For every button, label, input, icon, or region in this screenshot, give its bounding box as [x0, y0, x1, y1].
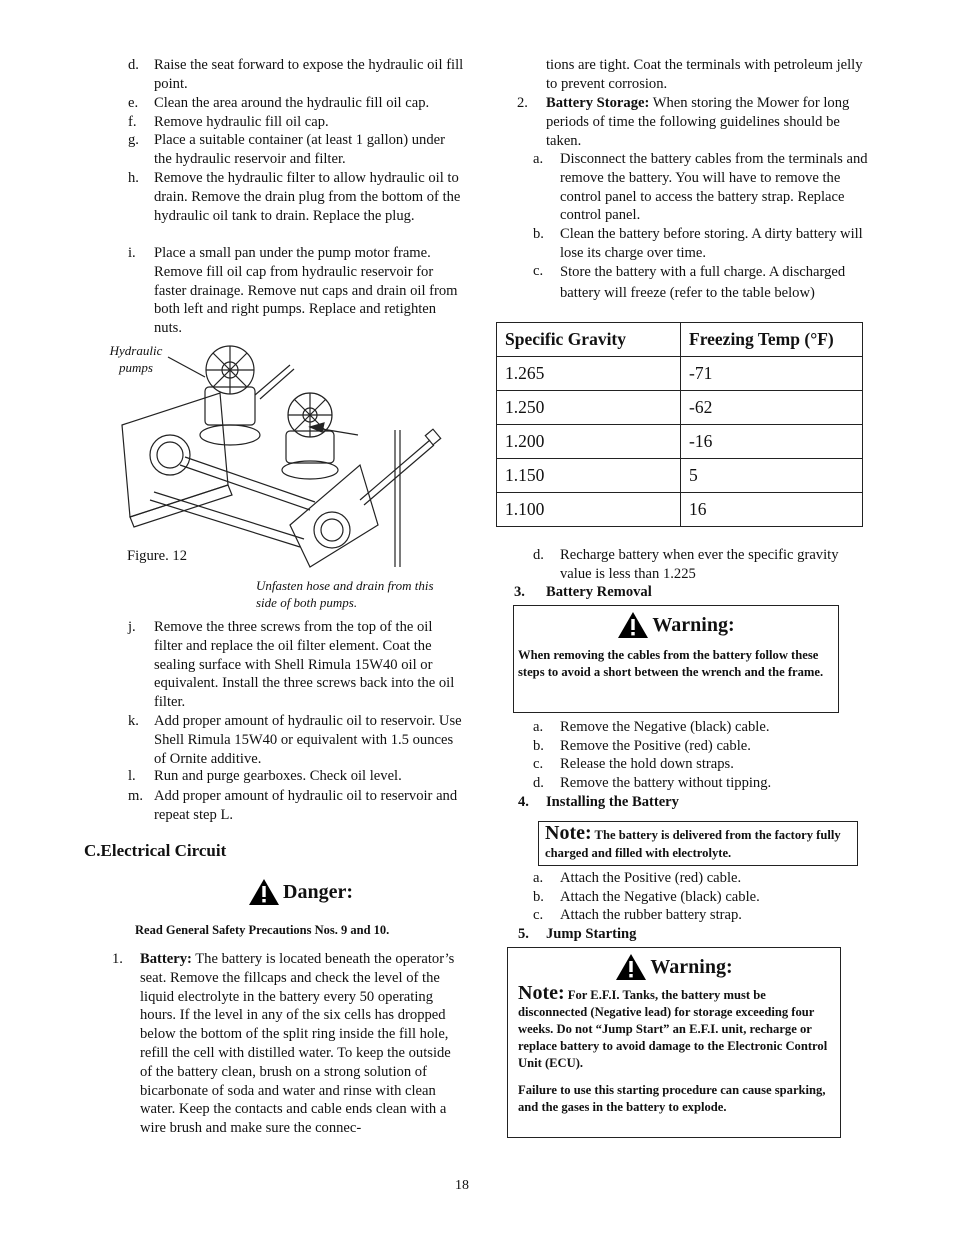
table-cell: 1.200 [497, 425, 681, 459]
step-label: a. [533, 719, 544, 735]
step-text: Remove hydraulic fill oil cap. [154, 114, 329, 130]
step-text: Add proper amount of hydraulic oil to reservoir. Use Shell Rimula 15W40 or equivalent with 1.5 ounces of Ornite additive. [154, 713, 462, 767]
step-label: h. [128, 170, 139, 186]
step-label: f. [128, 114, 137, 130]
specific-gravity-table [496, 322, 863, 527]
step-label: j. [128, 619, 136, 635]
step-label: c. [533, 907, 544, 923]
hydraulic-pumps-illustration [110, 335, 460, 575]
heading-text: Installing the Battery [546, 794, 679, 810]
step-text: Place a suitable container (at least 1 gallon) under the hydraulic reservoir and filter. [154, 132, 445, 167]
warning-box-removal [513, 605, 839, 713]
page-number: 18 [455, 1178, 469, 1193]
section-heading: C.Electrical Circuit [84, 841, 227, 860]
table-cell: 5 [681, 459, 863, 493]
warning-label: Warning: [650, 955, 733, 978]
step-label: a. [533, 870, 544, 886]
warning-text: When removing the cables from the battery follow these steps to avoid a short between the wrench and the frame. [518, 648, 824, 679]
battery-text [140, 950, 462, 1138]
step-text: Remove the battery without tipping. [560, 775, 772, 791]
step-text: Recharge battery when ever the specific gravity value is less than 1.225 [560, 547, 839, 582]
table-cell: 1.250 [497, 391, 681, 425]
heading-text: Battery Removal [546, 584, 652, 600]
note-box-install [538, 821, 858, 866]
step-text: Disconnect the battery cables from the terminals and remove the battery. You will have to remove the control panel to access the battery strap. Replace control panel. [560, 151, 868, 224]
table-cell: 1.265 [497, 357, 681, 391]
hydraulic-pumps-callout: Hydraulic pumps [109, 343, 163, 375]
warning-triangle-icon [248, 878, 280, 906]
step-label: d. [533, 547, 544, 563]
step-text: Remove the hydraulic filter to allow hydraulic oil to drain. Remove the drain plug from the bottom of the hydraulic oil tank to drain. Replace the plug. [154, 170, 461, 224]
step-text: Place a small pan under the pump motor frame. Remove fill oil cap from hydraulic reservoir for faster drainage. Remove nut caps and drain oil from both left and right pumps. Replace and retighten nuts. [154, 245, 458, 337]
battery-body: The battery is located beneath the operator’s seat. Remove the fillcaps and check the level of the liquid electrolyte in the battery every 50 operating hours. If the level in any of the six cells has dropped below the bottom of the split ring inside the fill hole, refill the cell with distilled water. To keep the outside of the battery clean, brush on a strong solution of bicarbonate of soda and water and rinse with clean water. Keep the contacts and cable ends clean with a wire brush and make sure the connec- [140, 951, 455, 1137]
storage-bold: Battery Storage: [546, 95, 650, 111]
table-cell: 1.100 [497, 493, 681, 527]
step-text: Remove the Positive (red) cable. [560, 738, 751, 754]
warning-label: Warning: [652, 613, 735, 636]
step-text: Remove the three screws from the top of the oil filter and replace the oil filter element. Coat the sealing surface with Shell Rimula 15W40 oil or equivalent. Install the three screws back into the oil filter. [154, 619, 455, 711]
step-label: b. [533, 889, 544, 905]
step-label: k. [128, 713, 139, 729]
table-header: Freezing Temp (°F) [681, 323, 863, 357]
drain-callout: Unfasten hose and drain from this side of both pumps. [256, 578, 434, 610]
note-body: The battery is delivered from the factory fully charged and filled with electrolyte. [545, 828, 841, 860]
battery-bold: Battery: [140, 951, 192, 967]
step-text: Release the hold down straps. [560, 756, 734, 772]
step-label: g. [128, 132, 139, 148]
step-text: Remove the Negative (black) cable. [560, 719, 770, 735]
heading-text: Jump Starting [546, 926, 637, 942]
step-text: Attach the rubber battery strap. [560, 907, 742, 923]
table-header: Specific Gravity [497, 323, 681, 357]
warning-note-text [518, 982, 836, 1072]
table-row [497, 459, 863, 493]
table-row [497, 493, 863, 527]
table-row [497, 391, 863, 425]
step-label: b. [533, 226, 544, 242]
step-text: Attach the Negative (black) cable. [560, 889, 760, 905]
storage-body: When storing the Mower for long periods of time the following guidelines should be taken. [546, 95, 850, 149]
heading-number: 3. [514, 584, 525, 600]
table-header-row [497, 323, 863, 357]
heading-number: 5. [518, 926, 529, 942]
step-text: Attach the Positive (red) cable. [560, 870, 742, 886]
danger-text: Read General Safety Precautions Nos. 9 and 10. [135, 923, 390, 937]
table-cell: 16 [681, 493, 863, 527]
step-label: b. [533, 738, 544, 754]
warning-text: Failure to use this starting procedure can cause sparking, and the gases in the battery to explode. [518, 1083, 826, 1114]
warning-triangle-icon [617, 611, 649, 639]
note-text [545, 824, 851, 862]
step-label: c. [533, 756, 544, 772]
table-cell: -16 [681, 425, 863, 459]
danger-label: Danger: [283, 880, 353, 903]
heading-number: 4. [518, 794, 529, 810]
warning-heading [514, 611, 838, 639]
step-label: m. [128, 788, 143, 804]
warning-triangle-icon [615, 953, 647, 981]
table-cell: -71 [681, 357, 863, 391]
note-label: Note: [518, 982, 565, 1004]
step-label: e. [128, 95, 139, 111]
step-text: Clean the battery before storing. A dirty battery will lose its charge over time. [560, 226, 863, 261]
note-body: For E.F.I. Tanks, the battery must be disconnected (Negative lead) for storage exceeding four weeks. Do not “Jump Start” an E.F.I. unit, recharge or replace battery to avoid damage to the Electronic Control Unit (ECU). [518, 988, 828, 1070]
note-label: Note: [545, 822, 592, 844]
step-text: Run and purge gearboxes. Check oil level. [154, 768, 402, 784]
step-label: a. [533, 151, 544, 167]
step-label: d. [128, 57, 139, 73]
table-cell: 1.150 [497, 459, 681, 493]
step-text: Raise the seat forward to expose the hydraulic oil fill point. [154, 57, 464, 92]
table-cell: -62 [681, 391, 863, 425]
step-text: Add proper amount of hydraulic oil to reservoir and repeat step L. [154, 788, 458, 823]
step-label: c. [533, 263, 544, 279]
danger-heading [248, 878, 353, 906]
storage-text [546, 94, 867, 150]
table-row [497, 357, 863, 391]
battery-continued: tions are tight. Coat the terminals with petroleum jelly to prevent corrosion. [546, 57, 863, 92]
storage-number: 2. [517, 95, 528, 111]
step-label: i. [128, 245, 136, 261]
step-label: d. [533, 775, 544, 791]
step-text: Clean the area around the hydraulic fill oil cap. [154, 95, 430, 111]
step-label: l. [128, 768, 136, 784]
warning-box-jump [507, 947, 841, 1138]
figure-caption: Figure. 12 [127, 548, 187, 564]
warning-heading [508, 953, 840, 981]
battery-number: 1. [112, 951, 123, 967]
step-text: Store the battery with a full charge. A discharged battery will freeze (refer to the table below) [560, 264, 846, 301]
table-row [497, 425, 863, 459]
